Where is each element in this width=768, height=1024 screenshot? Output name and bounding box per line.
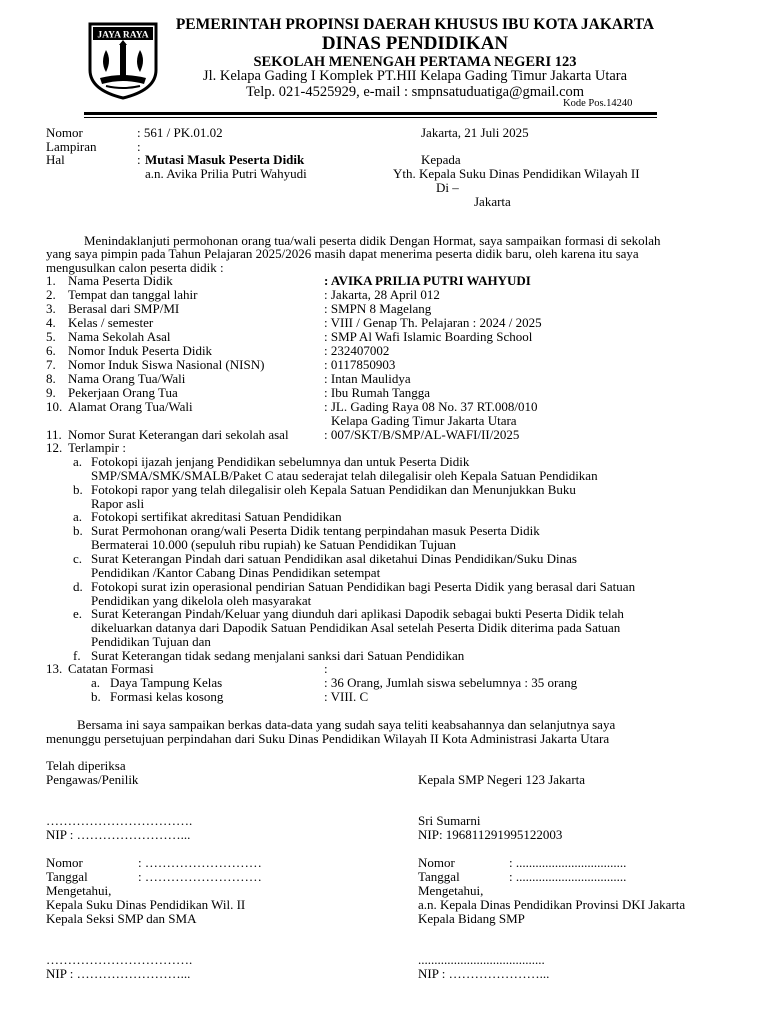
- sig-right-name: Sri Sumarni: [418, 813, 481, 828]
- hal-label: Hal: [46, 152, 65, 167]
- field-label: Nomor Surat Keterangan dari sekolah asal: [68, 427, 289, 442]
- attachment-line: Surat Keterangan Pindah/Keluar yang diunduh dari aplikasi Dapodik sebagai bukti Peserta Didik telah: [91, 606, 624, 621]
- field-label: Nama Orang Tua/Wali: [68, 371, 186, 386]
- field-value: : 007/SKT/B/SMP/AL-WAFI/II/2025: [324, 427, 520, 442]
- field-value-cont: Kelapa Gading Timur Jakarta Utara: [331, 413, 517, 428]
- sig-right-jabatan: Kepala SMP Negeri 123 Jakarta: [418, 772, 586, 787]
- attachment-line: Pendidikan yang dikelola oleh masyarakat: [91, 593, 312, 608]
- field-label: Alamat Orang Tua/Wali: [68, 399, 193, 414]
- field-no: 12.: [46, 440, 63, 455]
- sig-left-line2: Pengawas/Penilik: [46, 772, 139, 787]
- sig-left-nomor-value: : ………………………: [138, 855, 262, 870]
- attachment-mark: a.: [73, 509, 83, 524]
- field-value: : Ibu Rumah Tangga: [324, 385, 431, 400]
- sig-right-jabatan-1: a.n. Kepala Dinas Pendidikan Provinsi DKI Jakarta: [418, 897, 686, 912]
- formasi-item-mark: a.: [91, 675, 101, 690]
- attachment-line: Surat Permohonan orang/wali Peserta Didik tentang perpindahan masuk Peserta Didik: [91, 523, 540, 538]
- sig-right-nomor-value: : ..................................: [509, 855, 627, 870]
- sig-right-nip-2: NIP : …………………...: [418, 966, 550, 981]
- intro-line-2: yang saya pimpin pada Tahun Pelajaran 2025/2026 masih dapat menerima peserta didik baru, oleh karena itu saya: [46, 246, 639, 261]
- logo-text: JAYA RAYA: [97, 30, 149, 41]
- field-label: Kelas / semester: [68, 315, 154, 330]
- attachment-line: Pendidikan Tujuan dan: [91, 634, 211, 649]
- attachment-line: Fotokopi ijazah jenjang Pendidikan sebelumnya dan untuk Peserta Didik: [91, 454, 470, 469]
- field-value: : SMPN 8 Magelang: [324, 301, 432, 316]
- kop-line-government: PEMERINTAH PROPINSI DAERAH KHUSUS IBU KOTA JAKARTA: [175, 16, 655, 33]
- field-no: 1.: [46, 273, 56, 288]
- attachment-mark: f.: [73, 648, 81, 663]
- attachment-line: Pendidikan /Kantor Cabang Dinas Pendidikan setempat: [91, 565, 381, 580]
- field-no: 5.: [46, 329, 56, 344]
- field-label: Nomor Induk Peserta Didik: [68, 343, 213, 358]
- field-label: Tempat dan tanggal lahir: [68, 287, 198, 302]
- field-no: 10.: [46, 399, 63, 414]
- field-value: : VIII / Genap Th. Pelajaran : 2024 / 2025: [324, 315, 542, 330]
- recipient-line: Yth. Kepala Suku Dinas Pendidikan Wilayah II: [393, 166, 640, 181]
- attachment-line: dikeluarkan datanya dari Dapodik Satuan Pendidikan Asal setelah Peserta Didik diterima pada Satuan: [91, 620, 621, 635]
- attachment-mark: c.: [73, 551, 83, 566]
- sig-left-tanggal-label: Tanggal: [46, 869, 88, 884]
- place-date: Jakarta, 21 Juli 2025: [421, 125, 529, 140]
- sig-left-dots-2: …………………………….: [46, 952, 193, 967]
- sig-left-jabatan-2: Kepala Seksi SMP dan SMA: [46, 911, 197, 926]
- attachment-mark: e.: [73, 606, 83, 621]
- attachment-line: Bermaterai 10.000 (sepuluh ribu rupiah) ke Satuan Pendidikan Tujuan: [91, 537, 457, 552]
- sig-right-mengetahui: Mengetahui,: [418, 883, 484, 898]
- recipient-city: Jakarta: [474, 194, 511, 209]
- sig-right-tanggal-label: Tanggal: [418, 869, 460, 884]
- sig-right-jabatan-2: Kepala Bidang SMP: [418, 911, 525, 926]
- hal-colon: :: [137, 152, 141, 167]
- intro-line-3: mengusulkan calon peserta didik :: [46, 260, 224, 275]
- field-value: : SMP Al Wafi Islamic Boarding School: [324, 329, 533, 344]
- kop-line-school: SEKOLAH MENENGAH PERTAMA NEGERI 123: [253, 54, 577, 70]
- recipient-di: Di –: [436, 180, 459, 195]
- formasi-colon: :: [324, 661, 328, 676]
- field-no: 2.: [46, 287, 56, 302]
- attachment-line: Surat Keterangan tidak sedang menjalani sanksi dari Satuan Pendidikan: [91, 648, 465, 663]
- sig-right-nip: NIP: 196811291995122003: [418, 827, 563, 842]
- attachment-mark: b.: [73, 482, 83, 497]
- formasi-item-value: : 36 Orang, Jumlah siswa sebelumnya : 35 orang: [324, 675, 578, 690]
- attachment-line: Fotokopi rapor yang telah dilegalisir oleh Kepala Satuan Pendidikan dan Menunjukkan Buku: [91, 482, 576, 497]
- attachment-mark: a.: [73, 454, 83, 469]
- kop-line-contact: Telp. 021-4525929, e-mail : smpnsatuduatiga@gmail.com: [245, 84, 585, 100]
- formasi-label: Catatan Formasi: [68, 661, 154, 676]
- sig-right-tanggal-value: : ..................................: [509, 869, 627, 884]
- sig-left-nomor-label: Nomor: [46, 855, 83, 870]
- field-no: 9.: [46, 385, 56, 400]
- attachment-line: Rapor asli: [91, 496, 145, 511]
- hal-sub: a.n. Avika Prilia Putri Wahyudi: [145, 166, 307, 181]
- field-label: Nama Sekolah Asal: [68, 329, 171, 344]
- formasi-item-label: Formasi kelas kosong: [110, 689, 224, 704]
- closing-line-2: menunggu persetujuan perpindahan dari Suku Dinas Pendidikan Wilayah II Kota Administrasi Jakarta Utara: [46, 731, 610, 746]
- closing-line-1: Bersama ini saya sampaikan berkas data-data yang sudah saya teliti keabsahannya dan selanjutnya saya: [77, 717, 616, 732]
- formasi-no: 13.: [46, 661, 63, 676]
- sig-right-dots-2: .......................................: [418, 952, 545, 967]
- kop-divider-thin: [84, 117, 657, 118]
- sig-left-line1: Telah diperiksa: [46, 758, 126, 773]
- hal-value: Mutasi Masuk Peserta Didik: [145, 152, 305, 167]
- kop-line-agency: DINAS PENDIDIKAN: [321, 33, 509, 54]
- field-value: : Jakarta, 28 April 012: [324, 287, 440, 302]
- sig-left-nip: NIP : ……………………...: [46, 827, 191, 842]
- kepada-label: Kepada: [421, 152, 461, 167]
- field-value: : 0117850903: [324, 357, 396, 372]
- field-no: 4.: [46, 315, 56, 330]
- field-value: : Intan Maulidya: [324, 371, 411, 386]
- field-label: Pekerjaan Orang Tua: [68, 385, 178, 400]
- field-label: Berasal dari SMP/MI: [68, 301, 180, 316]
- attachment-line: Fotokopi sertifikat akreditasi Satuan Pendidikan: [91, 509, 342, 524]
- intro-line-1: Menindaklanjuti permohonan orang tua/wali peserta didik Dengan Hormat, saya sampaikan formasi di sekolah: [84, 233, 661, 248]
- formasi-item-label: Daya Tampung Kelas: [110, 675, 223, 690]
- field-label: Nomor Induk Siswa Nasional (NISN): [68, 357, 265, 372]
- field-no: 11.: [46, 427, 62, 442]
- field-label: Terlampir :: [68, 440, 126, 455]
- field-no: 7.: [46, 357, 56, 372]
- field-no: 8.: [46, 371, 56, 386]
- field-no: 6.: [46, 343, 56, 358]
- lampiran-value: :: [137, 139, 141, 154]
- sig-left-mengetahui: Mengetahui,: [46, 883, 112, 898]
- attachment-line: SMP/SMA/SMK/SMALB/Paket C atau sederajat telah dilegalisir oleh Kepala Satuan Pendidikan: [91, 468, 598, 483]
- nomor-label: Nomor: [46, 125, 83, 140]
- lampiran-label: Lampiran: [46, 139, 97, 154]
- nomor-value: : 561 / PK.01.02: [137, 125, 223, 140]
- kop-divider-thick: [84, 112, 657, 115]
- attachment-line: Fotokopi surat izin operasional pendirian Satuan Pendidikan bagi Peserta Didik yang berasal dari Satuan: [91, 579, 636, 594]
- formasi-item-value: : VIII. C: [324, 689, 369, 704]
- attachment-mark: d.: [73, 579, 83, 594]
- kop-line-address: Jl. Kelapa Gading I Komplek PT.HII Kelapa Gading Timur Jakarta Utara: [202, 68, 628, 84]
- field-label: Nama Peserta Didik: [68, 273, 173, 288]
- sig-left-dots: …………………………….: [46, 813, 193, 828]
- field-value: : JL. Gading Raya 08 No. 37 RT.008/010: [324, 399, 538, 414]
- attachment-line: Surat Keterangan Pindah dari satuan Pendidikan asal diketahui Dinas Pendidikan/Suku Dinas: [91, 551, 577, 566]
- kop-postal-code: Kode Pos.14240: [563, 98, 633, 109]
- attachment-mark: b.: [73, 523, 83, 538]
- field-value: : AVIKA PRILIA PUTRI WAHYUDI: [324, 273, 531, 288]
- sig-right-nomor-label: Nomor: [418, 855, 455, 870]
- field-no: 3.: [46, 301, 56, 316]
- sig-left-jabatan-1: Kepala Suku Dinas Pendidikan Wil. II: [46, 897, 246, 912]
- formasi-item-mark: b.: [91, 689, 101, 704]
- sig-left-tanggal-value: : ………………………: [138, 869, 262, 884]
- field-value: : 232407002: [324, 343, 390, 358]
- sig-left-nip-2: NIP : ……………………...: [46, 966, 191, 981]
